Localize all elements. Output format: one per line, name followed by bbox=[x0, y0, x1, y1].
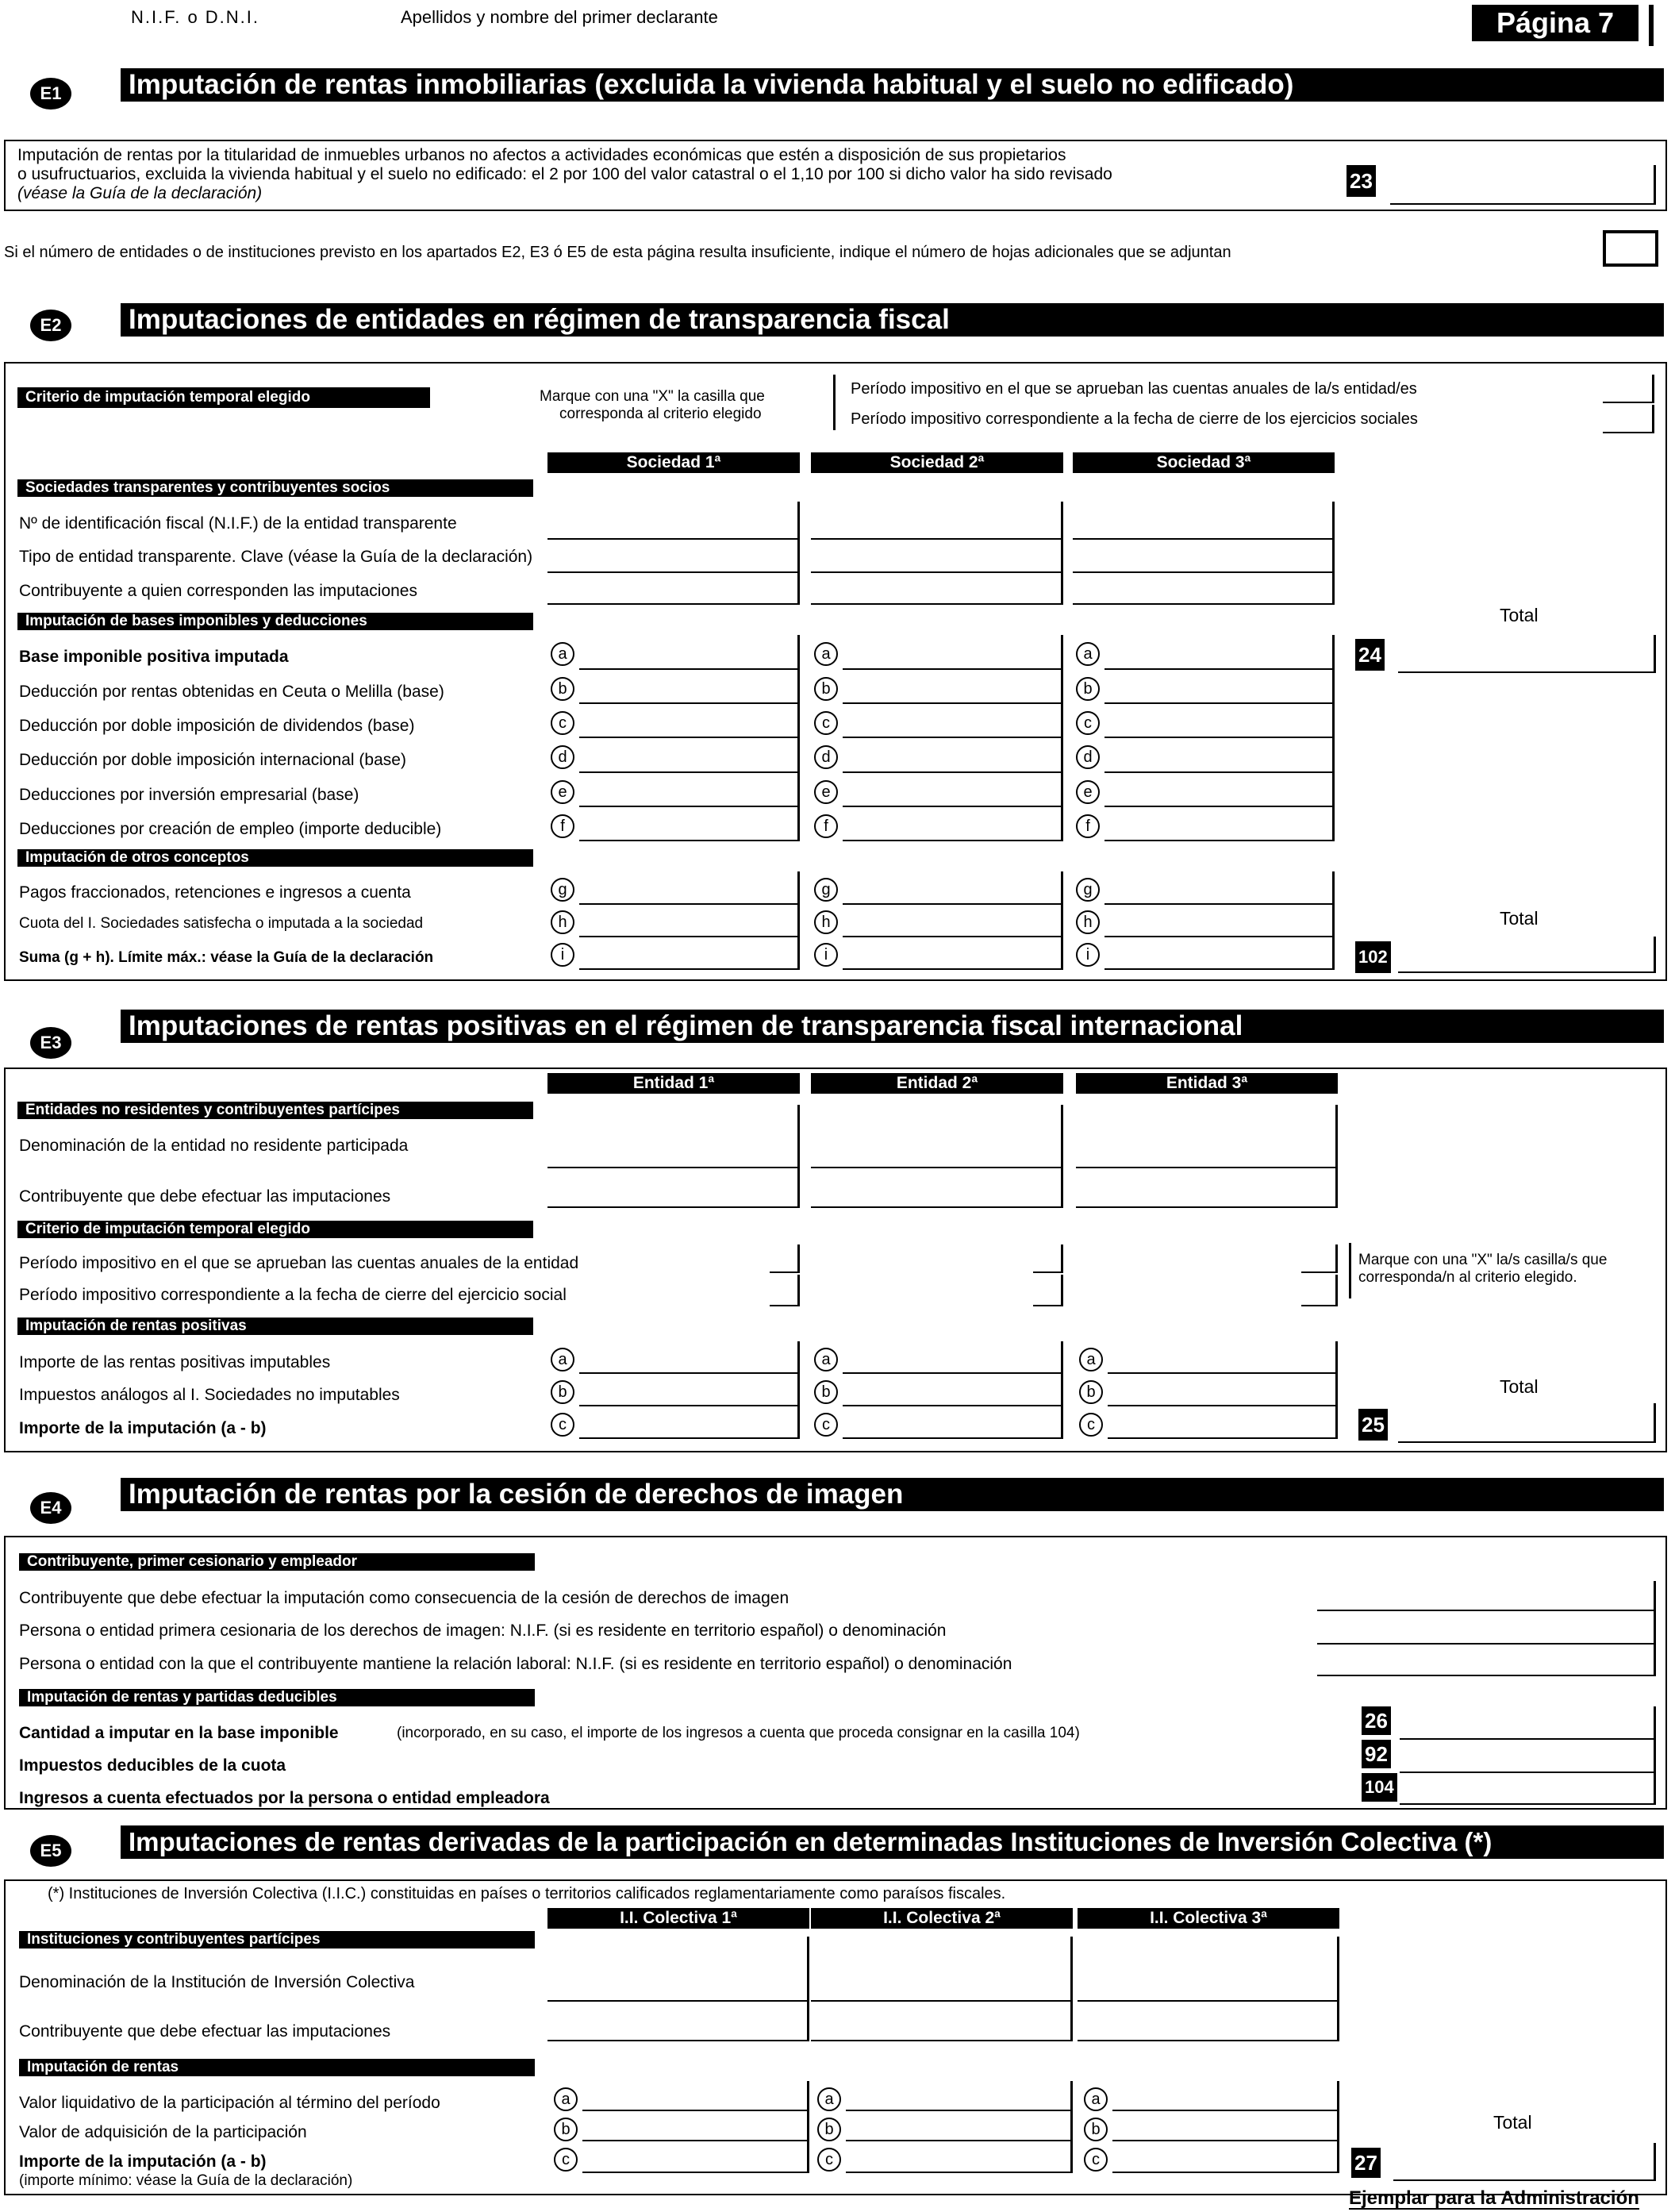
e2-soc2-base-field[interactable] bbox=[843, 807, 1063, 841]
e5-letter-c: c bbox=[554, 2148, 578, 2172]
e4-deduc-row-26-extra: (incorporado, en su caso, el importe de los ingresos a cuenta que proceda consignar en la casilla 104) bbox=[397, 1725, 1080, 1741]
box-92-input[interactable] bbox=[1400, 1740, 1656, 1773]
e4-contrib-field[interactable] bbox=[1317, 1581, 1656, 1611]
extra-sheets-text: Si el número de entidades o de instituciones previsto en los apartados E2, E3 ó E5 de esta página resulta insuficiente, indique el número de hojas adicionales que se adjuntan bbox=[4, 244, 1231, 261]
e2-soc3-otros-field[interactable] bbox=[1105, 905, 1335, 937]
box-code-27: 27 bbox=[1351, 2148, 1381, 2178]
section-e4-badge: E4 bbox=[30, 1492, 71, 1524]
e5-col-iic-2: I.I. Colectiva 2ª bbox=[811, 1908, 1073, 1929]
e2-soc2-otros-field[interactable] bbox=[843, 871, 1063, 905]
e3-ent2-contrib[interactable] bbox=[811, 1168, 1063, 1208]
e3-marque-line2: corresponda/n al criterio elegido. bbox=[1358, 1269, 1577, 1286]
e2-letter-b: b bbox=[1076, 677, 1100, 701]
e3-col-entidad-2: Entidad 2ª bbox=[811, 1073, 1063, 1094]
box-code-26: 26 bbox=[1362, 1706, 1391, 1735]
e3-ent3-denominacion[interactable] bbox=[1076, 1105, 1338, 1168]
e2-letter-e: e bbox=[814, 780, 838, 804]
e5-iic1-rentas-field[interactable] bbox=[582, 2081, 809, 2111]
e3-crit-row-2: Período impositivo correspondiente a la fecha de cierre del ejercicio social bbox=[19, 1286, 567, 1304]
e2-letter-i: i bbox=[814, 943, 838, 967]
section-e3-badge: E3 bbox=[30, 1027, 71, 1059]
e3-ent3-rentas-field[interactable] bbox=[1108, 1341, 1338, 1374]
e2-col-sociedad-2: Sociedad 2ª bbox=[811, 452, 1063, 473]
section-e2-badge: E2 bbox=[30, 310, 71, 341]
e2-soc2-otros-field[interactable] bbox=[843, 937, 1063, 970]
e2-letter-h: h bbox=[814, 910, 838, 934]
e5-iic2-rentas-field[interactable] bbox=[846, 2141, 1073, 2173]
e2-soc2-base-field[interactable] bbox=[843, 635, 1063, 670]
e3-ent2-rentas-field[interactable] bbox=[843, 1374, 1063, 1406]
e2-soc3-otros-field[interactable] bbox=[1105, 871, 1335, 905]
e3-rentas-row-c-label: Importe de la imputación (a - b) bbox=[19, 1419, 267, 1437]
e2-soc3-base-field[interactable] bbox=[1105, 704, 1335, 738]
e5-rentas-bar: Imputación de rentas bbox=[19, 2059, 535, 2076]
e3-rentas-row-a-label: Importe de las rentas positivas imputables bbox=[19, 1353, 331, 1371]
e2-soc2-tipo[interactable] bbox=[811, 540, 1063, 573]
e2-soc2-base-field[interactable] bbox=[843, 773, 1063, 807]
e2-letter-g: g bbox=[814, 878, 838, 902]
e2-soc2-otros-field[interactable] bbox=[843, 905, 1063, 937]
section-e5-title: Imputaciones de rentas derivadas de la participación en determinadas Instituciones de Inversión Colectiva (*) bbox=[121, 1825, 1664, 1859]
e2-option2: Período impositivo correspondiente a la fecha de cierre de los ejercicios sociales bbox=[851, 410, 1418, 428]
box-code-25: 25 bbox=[1358, 1409, 1388, 1441]
box-code-23: 23 bbox=[1347, 165, 1376, 197]
e3-crit-row-1: Período impositivo en el que se aprueban las cuentas anuales de la entidad bbox=[19, 1254, 579, 1272]
box-24-input[interactable] bbox=[1398, 635, 1656, 673]
e2-letter-i: i bbox=[551, 943, 574, 967]
e3-col-entidad-3: Entidad 3ª bbox=[1076, 1073, 1338, 1094]
e2-soc3-tipo[interactable] bbox=[1073, 540, 1335, 573]
e4-deduc-bar: Imputación de rentas y partidas deducibles bbox=[19, 1689, 535, 1706]
e2-soc1-base-field[interactable] bbox=[579, 773, 800, 807]
e2-soc3-base-field[interactable] bbox=[1105, 635, 1335, 670]
e2-soc3-base-field[interactable] bbox=[1105, 807, 1335, 841]
e3-letter-a: a bbox=[551, 1348, 574, 1371]
e5-letter-c: c bbox=[1084, 2148, 1108, 2172]
e2-letter-c: c bbox=[551, 711, 574, 735]
e2-soc3-base-field[interactable] bbox=[1105, 670, 1335, 704]
e2-soc3-nif[interactable] bbox=[1073, 502, 1335, 540]
section-e3-title: Imputaciones de rentas positivas en el régimen de transparencia fiscal internacional bbox=[121, 1010, 1664, 1043]
e2-soc-row-tipo: Tipo de entidad transparente. Clave (véase la Guía de la declaración) bbox=[19, 548, 533, 566]
e3-ent-row-denominacion: Denominación de la entidad no residente participada bbox=[19, 1137, 409, 1155]
e3-marque-line1: Marque con una "X" la/s casilla/s que bbox=[1358, 1252, 1608, 1268]
e4-row-empleador: Persona o entidad con la que el contribuyente mantiene la relación laboral: N.I.F. (si es residente en territorio español) o denominación bbox=[19, 1655, 1012, 1673]
e2-soc3-otros-field[interactable] bbox=[1105, 937, 1335, 970]
e5-col-iic-3: I.I. Colectiva 3ª bbox=[1078, 1908, 1339, 1929]
e5-note: (*) Instituciones de Inversión Colectiva (I.I.C.) constituidas en países o territorios calificados reglamentariamente como paraísos fiscales. bbox=[48, 1885, 1006, 1902]
e2-soc1-base-field[interactable] bbox=[579, 704, 800, 738]
e2-soc1-otros-field[interactable] bbox=[579, 937, 800, 970]
e5-inst-row-denominacion: Denominación de la Institución de Inversión Colectiva bbox=[19, 1973, 415, 1991]
e2-base-row-b-label: Deducción por rentas obtenidas en Ceuta o Melilla (base) bbox=[19, 683, 444, 701]
e2-letter-b: b bbox=[551, 677, 574, 701]
e4-row-cesionaria: Persona o entidad primera cesionaria de los derechos de imagen: N.I.F. (si es residente en territorio español) o denominación bbox=[19, 1621, 947, 1640]
e4-cesionaria-field[interactable] bbox=[1317, 1611, 1656, 1645]
e3-ent3-contrib[interactable] bbox=[1076, 1168, 1338, 1208]
e5-rentas-row-b-label: Valor de adquisición de la participación bbox=[19, 2123, 307, 2141]
e2-soc1-base-field[interactable] bbox=[579, 807, 800, 841]
e2-bases-bar: Imputación de bases imponibles y deducciones bbox=[17, 613, 533, 630]
box-code-24: 24 bbox=[1355, 639, 1385, 671]
e2-marque-line1: Marque con una "X" la casilla que bbox=[540, 388, 765, 405]
e5-letter-b: b bbox=[1084, 2118, 1108, 2141]
e2-soc1-base-field[interactable] bbox=[579, 738, 800, 773]
box-26-input[interactable] bbox=[1400, 1706, 1656, 1740]
section-e4-title: Imputación de rentas por la cesión de derechos de imagen bbox=[121, 1478, 1664, 1511]
e5-iic1-rentas-field[interactable] bbox=[582, 2141, 809, 2173]
e3-ent2-denominacion[interactable] bbox=[811, 1105, 1063, 1168]
e2-letter-e: e bbox=[551, 780, 574, 804]
e3-ent2-crit1-checkbox[interactable] bbox=[1033, 1244, 1063, 1273]
e3-entidades-bar: Entidades no residentes y contribuyentes partícipes bbox=[17, 1102, 533, 1119]
e5-inst-row-contrib: Contribuyente que debe efectuar las imputaciones bbox=[19, 2022, 391, 2041]
box-25-input[interactable] bbox=[1398, 1403, 1656, 1443]
e2-letter-f: f bbox=[1076, 814, 1100, 838]
e1-text-line1: Imputación de rentas por la titularidad de inmuebles urbanos no afectos a actividades económicas que estén a disposición de sus propietarios bbox=[17, 146, 1066, 164]
e3-ent3-crit1-checkbox[interactable] bbox=[1301, 1244, 1338, 1273]
e2-letter-d: d bbox=[551, 745, 574, 769]
e3-ent3-rentas-field[interactable] bbox=[1108, 1374, 1338, 1406]
e4-row-contrib: Contribuyente que debe efectuar la imputación como consecuencia de la cesión de derechos de imagen bbox=[19, 1589, 789, 1607]
e2-letter-b: b bbox=[814, 677, 838, 701]
e2-otros-row-i-label: Suma (g + h). Límite máx.: véase la Guía de la declaración bbox=[19, 949, 434, 966]
e2-soc-row-contrib: Contribuyente a quien corresponden las imputaciones bbox=[19, 582, 417, 600]
e2-option2-checkbox[interactable] bbox=[1603, 405, 1654, 433]
e3-ent3-crit2-checkbox[interactable] bbox=[1301, 1275, 1338, 1306]
e3-letter-b: b bbox=[1079, 1380, 1103, 1404]
e3-ent1-rentas-field[interactable] bbox=[579, 1341, 800, 1374]
e5-iic3-rentas-field[interactable] bbox=[1112, 2141, 1339, 2173]
e5-rentas-row-c-label: Importe de la imputación (a - b) bbox=[19, 2152, 267, 2171]
e3-letter-b: b bbox=[814, 1380, 838, 1404]
e3-letter-a: a bbox=[814, 1348, 838, 1371]
e2-soc2-base-field[interactable] bbox=[843, 670, 1063, 704]
box-23-input[interactable] bbox=[1390, 165, 1656, 205]
e2-soc1-base-field[interactable] bbox=[579, 635, 800, 670]
e2-base-row-e-label: Deducciones por inversión empresarial (base) bbox=[19, 786, 359, 804]
e2-base-row-c-label: Deducción por doble imposición de dividendos (base) bbox=[19, 717, 415, 735]
e2-letter-a: a bbox=[1076, 642, 1100, 666]
e2-soc2-nif[interactable] bbox=[811, 502, 1063, 540]
e3-ent3-rentas-field[interactable] bbox=[1108, 1406, 1338, 1439]
footer-label: Ejemplar para la Administración bbox=[1349, 2187, 1639, 2209]
e5-rentas-row-a-label: Valor liquidativo de la participación al término del período bbox=[19, 2094, 440, 2112]
e4-contrib-bar: Contribuyente, primer cesionario y empleador bbox=[19, 1553, 535, 1571]
box-code-92: 92 bbox=[1362, 1740, 1391, 1768]
e5-iic1-rentas-field[interactable] bbox=[582, 2111, 809, 2141]
box-code-104: 104 bbox=[1362, 1773, 1397, 1802]
e3-letter-c: c bbox=[814, 1413, 838, 1437]
e4-empleador-field[interactable] bbox=[1317, 1645, 1656, 1676]
e2-base-row-f-label: Deducciones por creación de empleo (importe deducible) bbox=[19, 820, 442, 838]
e2-soc1-otros-field[interactable] bbox=[579, 871, 800, 905]
e2-soc3-base-field[interactable] bbox=[1105, 773, 1335, 807]
e2-sociedades-bar: Sociedades transparentes y contribuyentes socios bbox=[17, 479, 533, 497]
e3-col-entidad-1: Entidad 1ª bbox=[547, 1073, 800, 1094]
e4-deduc-row-26-label: Cantidad a imputar en la base imponible bbox=[19, 1724, 339, 1742]
e2-soc2-base-field[interactable] bbox=[843, 704, 1063, 738]
e2-letter-g: g bbox=[1076, 878, 1100, 902]
e5-iic1-contrib[interactable] bbox=[547, 2002, 809, 2041]
e2-soc1-contrib[interactable] bbox=[547, 573, 800, 605]
e2-letter-f: f bbox=[814, 814, 838, 838]
e2-criterio-bar: Criterio de imputación temporal elegido bbox=[17, 387, 430, 408]
e2-total-label: Total bbox=[1500, 605, 1539, 625]
e1-text-line2: o usufructuarios, excluida la vivienda habitual y el suelo no edificado: el 2 por 100 del valor catastral o el 1,10 por 100 si dicho valor ha sido revisado bbox=[17, 165, 1112, 183]
section-e2-title: Imputaciones de entidades en régimen de transparencia fiscal bbox=[121, 303, 1664, 337]
e3-letter-c: c bbox=[1079, 1413, 1103, 1437]
e5-iic3-denominacion[interactable] bbox=[1078, 1937, 1339, 2002]
e3-ent1-rentas-field[interactable] bbox=[579, 1374, 800, 1406]
page-number: Página 7 bbox=[1472, 5, 1639, 41]
e2-col-sociedad-3: Sociedad 3ª bbox=[1073, 452, 1335, 473]
box-code-102: 102 bbox=[1355, 941, 1391, 973]
e3-ent2-rentas-field[interactable] bbox=[843, 1341, 1063, 1374]
e3-letter-a: a bbox=[1079, 1348, 1103, 1371]
e2-option1-checkbox[interactable] bbox=[1603, 375, 1654, 403]
e3-ent1-denominacion[interactable] bbox=[547, 1105, 800, 1168]
section-e5-badge: E5 bbox=[30, 1835, 71, 1867]
e5-letter-a: a bbox=[1084, 2087, 1108, 2111]
e3-ent1-crit1-checkbox[interactable] bbox=[770, 1244, 800, 1273]
e3-ent1-crit2-checkbox[interactable] bbox=[770, 1275, 800, 1306]
e2-letter-i: i bbox=[1076, 943, 1100, 967]
e2-otros-row-g-label: Pagos fraccionados, retenciones e ingresos a cuenta bbox=[19, 883, 411, 902]
e3-rentas-bar: Imputación de rentas positivas bbox=[17, 1318, 533, 1335]
box-102-input[interactable] bbox=[1398, 937, 1656, 973]
e5-letter-b: b bbox=[817, 2118, 841, 2141]
e2-soc3-contrib[interactable] bbox=[1073, 573, 1335, 605]
e2-soc1-otros-field[interactable] bbox=[579, 905, 800, 937]
e2-soc1-nif[interactable] bbox=[547, 502, 800, 540]
e2-letter-a: a bbox=[551, 642, 574, 666]
e5-iic3-rentas-field[interactable] bbox=[1112, 2081, 1339, 2111]
e3-criterio-bar: Criterio de imputación temporal elegido bbox=[17, 1221, 533, 1238]
e2-letter-h: h bbox=[1076, 910, 1100, 934]
e2-letter-a: a bbox=[814, 642, 838, 666]
e2-total-label-2: Total bbox=[1500, 908, 1539, 929]
e5-letter-c: c bbox=[817, 2148, 841, 2172]
e3-ent1-contrib[interactable] bbox=[547, 1168, 800, 1208]
section-e1-badge: E1 bbox=[30, 78, 71, 110]
box-104-input[interactable] bbox=[1400, 1773, 1656, 1805]
e2-soc2-base-field[interactable] bbox=[843, 738, 1063, 773]
e2-soc3-base-field[interactable] bbox=[1105, 738, 1335, 773]
e2-soc1-tipo[interactable] bbox=[547, 540, 800, 573]
e5-letter-a: a bbox=[554, 2087, 578, 2111]
e3-ent2-rentas-field[interactable] bbox=[843, 1406, 1063, 1439]
e2-option1: Período impositivo en el que se aprueban las cuentas anuales de la/s entidad/es bbox=[851, 380, 1417, 398]
e2-otros-row-h-label: Cuota del I. Sociedades satisfecha o imputada a la sociedad bbox=[19, 915, 424, 932]
name-label: Apellidos y nombre del primer declarante bbox=[401, 7, 718, 27]
e2-soc2-contrib[interactable] bbox=[811, 573, 1063, 605]
e2-letter-e: e bbox=[1076, 780, 1100, 804]
e3-ent-row-contrib: Contribuyente que debe efectuar las imputaciones bbox=[19, 1187, 391, 1206]
e2-letter-g: g bbox=[551, 878, 574, 902]
section-e1-title: Imputación de rentas inmobiliarias (excluida la vivienda habitual y el suelo no edificado) bbox=[121, 68, 1664, 102]
e2-base-row-a-label: Base imponible positiva imputada bbox=[19, 648, 289, 666]
e5-col-iic-1: I.I. Colectiva 1ª bbox=[547, 1908, 809, 1929]
e2-base-row-d-label: Deducción por doble imposición internacional (base) bbox=[19, 751, 406, 769]
e1-text-line3: (véase la Guía de la declaración) bbox=[17, 184, 263, 202]
e2-otros-bar: Imputación de otros conceptos bbox=[17, 849, 533, 867]
e2-marque-line2: corresponda al criterio elegido bbox=[559, 406, 762, 422]
extra-sheets-box[interactable] bbox=[1603, 230, 1658, 267]
e3-rentas-row-b-label: Impuestos análogos al I. Sociedades no imputables bbox=[19, 1386, 400, 1404]
e5-letter-a: a bbox=[817, 2087, 841, 2111]
e2-letter-c: c bbox=[1076, 711, 1100, 735]
e3-ent2-crit2-checkbox[interactable] bbox=[1033, 1275, 1063, 1306]
e5-sub-note: (importe mínimo: véase la Guía de la declaración) bbox=[19, 2172, 353, 2189]
e5-iic1-denominacion[interactable] bbox=[547, 1937, 809, 2002]
e4-deduc-row-104-label: Ingresos a cuenta efectuados por la persona o entidad empleadora bbox=[19, 1789, 550, 1807]
e3-letter-b: b bbox=[551, 1380, 574, 1404]
e3-ent1-rentas-field[interactable] bbox=[579, 1406, 800, 1439]
e2-soc1-base-field[interactable] bbox=[579, 670, 800, 704]
e5-iic3-contrib[interactable] bbox=[1078, 2002, 1339, 2041]
e2-letter-d: d bbox=[814, 745, 838, 769]
e5-iic3-rentas-field[interactable] bbox=[1112, 2111, 1339, 2141]
nif-label: N.I.F. o D.N.I. bbox=[131, 7, 260, 27]
e2-letter-d: d bbox=[1076, 745, 1100, 769]
e5-letter-b: b bbox=[554, 2118, 578, 2141]
e3-total-label: Total bbox=[1500, 1376, 1539, 1397]
e5-iic2-contrib[interactable] bbox=[811, 2002, 1073, 2041]
e5-inst-bar: Instituciones y contribuyentes partícipes bbox=[19, 1931, 535, 1948]
e2-letter-h: h bbox=[551, 910, 574, 934]
e2-letter-c: c bbox=[814, 711, 838, 735]
e3-letter-c: c bbox=[551, 1413, 574, 1437]
e5-iic2-denominacion[interactable] bbox=[811, 1937, 1073, 2002]
e4-deduc-row-92-label: Impuestos deducibles de la cuota bbox=[19, 1756, 286, 1775]
e2-letter-f: f bbox=[551, 814, 574, 838]
e5-iic2-rentas-field[interactable] bbox=[846, 2111, 1073, 2141]
e5-iic2-rentas-field[interactable] bbox=[846, 2081, 1073, 2111]
e2-soc-row-nif: Nº de identificación fiscal (N.I.F.) de la entidad transparente bbox=[19, 514, 457, 533]
e5-total-label: Total bbox=[1493, 2112, 1532, 2133]
e2-col-sociedad-1: Sociedad 1ª bbox=[547, 452, 800, 473]
box-27-input[interactable] bbox=[1393, 2143, 1656, 2181]
